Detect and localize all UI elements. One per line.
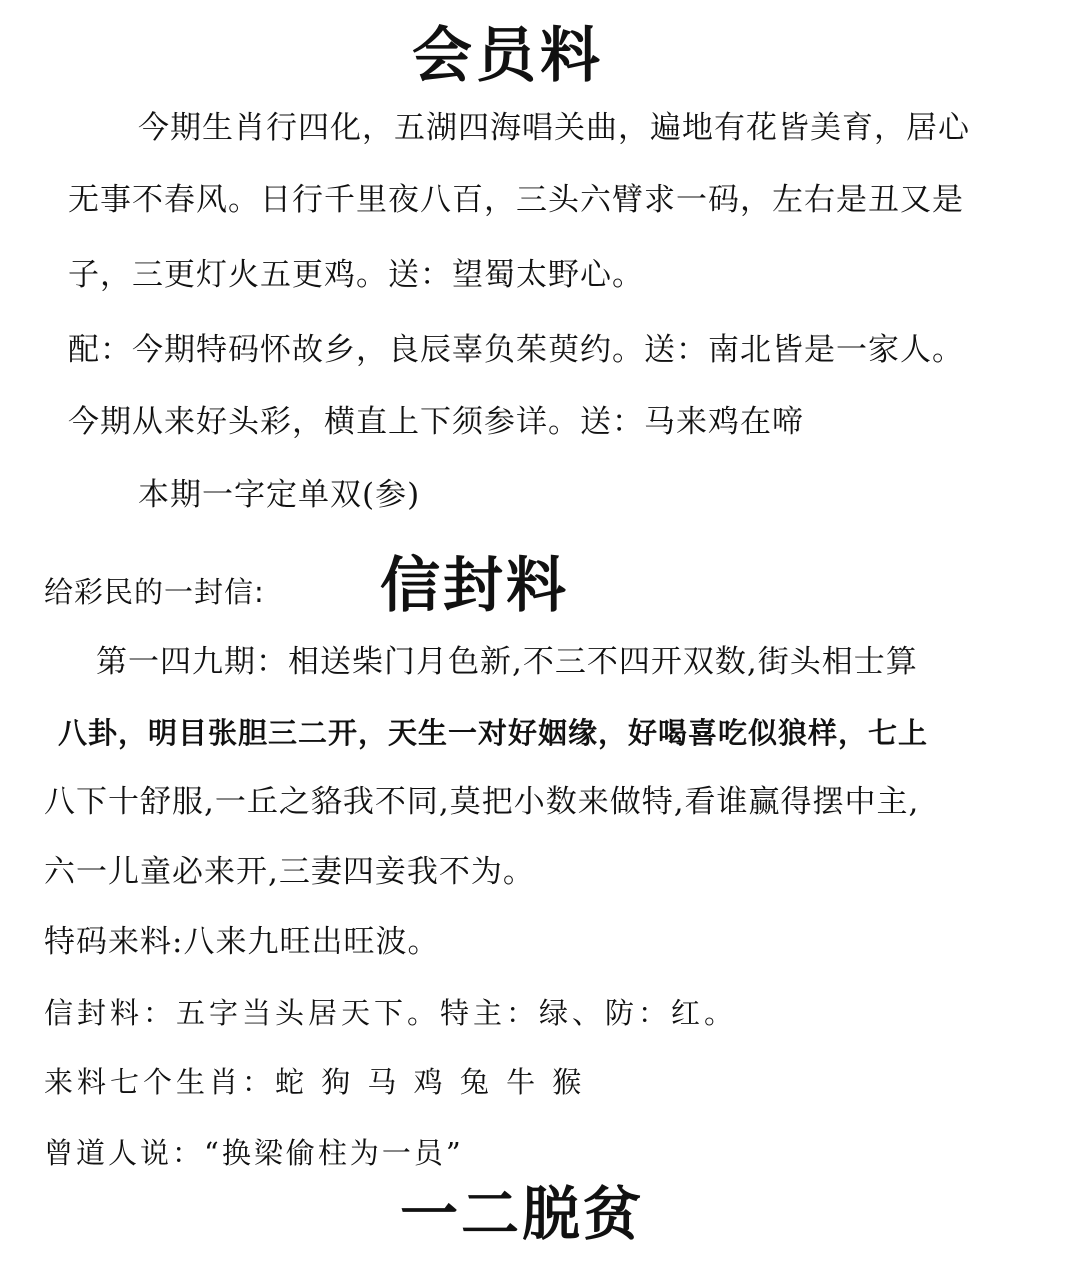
zodiac-line: 来料七个生肖：蛇 狗 马 鸡 兔 牛 猴 xyxy=(44,1065,586,1099)
envelope-section-heading: 信封料 xyxy=(380,551,569,621)
member-section-heading: 会员料 xyxy=(412,21,604,91)
envelope-poem-line-4: 六一儿童必来开,三妻四妾我不为。 xyxy=(44,854,535,890)
member-line-6: 本期一字定单双(参) xyxy=(138,477,421,513)
quote-line: 曾道人说：“换梁偷柱为一员” xyxy=(44,1136,464,1170)
footer-heading: 一二脱贫 xyxy=(400,1180,645,1248)
member-line-1: 今期生肖行四化，五湖四海唱关曲，遍地有花皆美育，居心 xyxy=(138,110,970,146)
special-code-line: 特码来料:八来九旺出旺波。 xyxy=(44,924,440,960)
member-line-4: 配：今期特码怀故乡，良辰辜负茱萸约。送：南北皆是一家人。 xyxy=(68,332,964,368)
member-line-5: 今期从来好头彩，横直上下须参详。送：马来鸡在啼 xyxy=(68,404,804,440)
envelope-note-line: 信封料：五字当头居天下。特主：绿、防：红。 xyxy=(44,996,738,1030)
member-line-3: 子，三更灯火五更鸡。送：望蜀太野心。 xyxy=(68,257,644,293)
envelope-poem-line-3: 八下十舒服,一丘之貉我不同,莫把小数来做特,看谁赢得摆中主, xyxy=(44,784,920,820)
envelope-poem-line-1: 第一四九期：相送柴门月色新,不三不四开双数,街头相士算 xyxy=(96,644,918,680)
member-line-2: 无事不春风。日行千里夜八百，三头六臂求一码，左右是丑又是 xyxy=(68,182,964,218)
envelope-poem-line-2: 八卦，明目张胆三二开，天生一对好姻缘，好喝喜吃似狼样，七上 xyxy=(58,716,929,750)
envelope-intro-label: 给彩民的一封信: xyxy=(44,575,265,609)
